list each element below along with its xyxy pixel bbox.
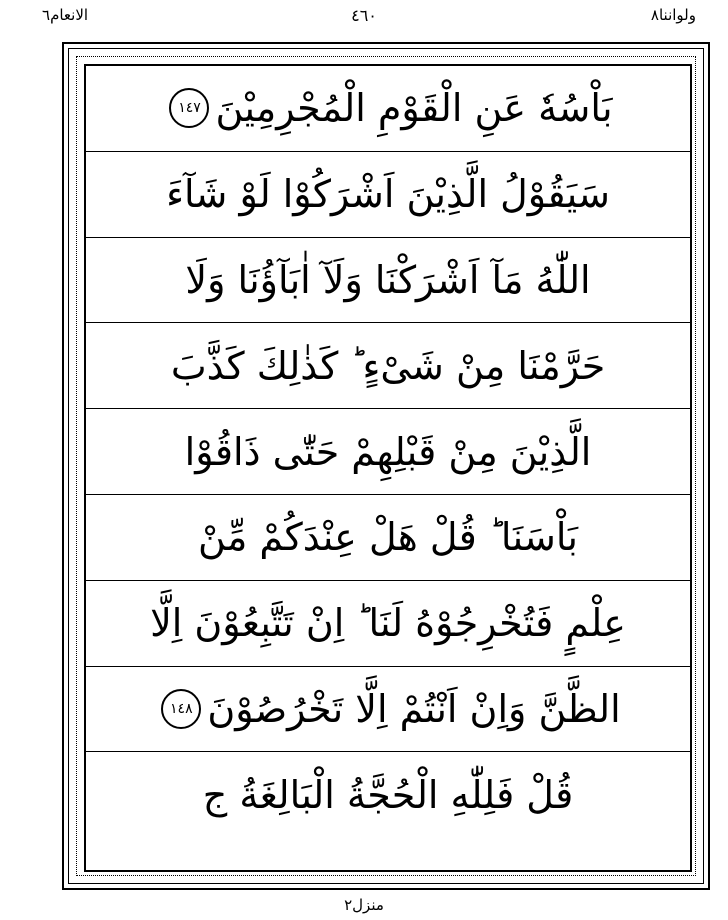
verse-line-text: عِلْمٍ فَتُخْرِجُوْهُ لَنَا ؕ اِنْ تَتَّبِعُوْنَ اِلَّا (150, 601, 626, 646)
verse-line (86, 409, 690, 495)
verse-line (86, 66, 690, 152)
verse-line (86, 581, 690, 667)
verse-line (86, 238, 690, 324)
verse-line-text: حَرَّمْنَا مِنْ شَیْءٍ ؕ كَذٰلِكَ كَذَّبَ (170, 343, 606, 388)
verse-line-text: اللّٰهُ مَآ اَشْرَكْنَا وَلَآ اٰبَآؤُنَا وَلَا (185, 257, 591, 302)
verse-line-text: الَّذِیْنَ مِنْ قَبْلِهِمْ حَتّٰی ذَاقُوْا (184, 429, 592, 474)
verse-text-panel (84, 64, 692, 872)
ayah-number-marker: ١٤٧ (169, 88, 209, 128)
verse-line (86, 752, 690, 838)
verse-line (86, 667, 690, 753)
verse-line-text: سَیَقُوْلُ الَّذِیْنَ اَشْرَكُوْا لَوْ شَآءَ (166, 172, 610, 217)
juz-name: ولواننا٨ (650, 6, 696, 24)
manzil-footer: منزل٢ (344, 896, 384, 914)
verse-line-text: قُلْ فَلِلّٰهِ الْحُجَّةُ الْبَالِغَةُ ج (202, 773, 574, 818)
verse-line-text: بَاْسُهٗ عَنِ الْقَوْمِ الْمُجْرِمِیْنَ (215, 86, 613, 131)
ayah-number-marker: ١٤٨ (161, 689, 201, 729)
verse-line (86, 152, 690, 238)
verse-line (86, 323, 690, 409)
page-number: ٤٦٠ (351, 6, 377, 25)
verse-line (86, 495, 690, 581)
surah-name: الانعام٦ (42, 6, 89, 24)
ornamental-border (62, 42, 710, 890)
verse-line-text: بَاْسَنَا ؕ قُلْ هَلْ عِنْدَكُمْ مِّنْ (198, 515, 578, 560)
verse-line-text: الظَّنَّ وَاِنْ اَنْتُمْ اِلَّا تَخْرُصُوْنَ (207, 686, 621, 731)
